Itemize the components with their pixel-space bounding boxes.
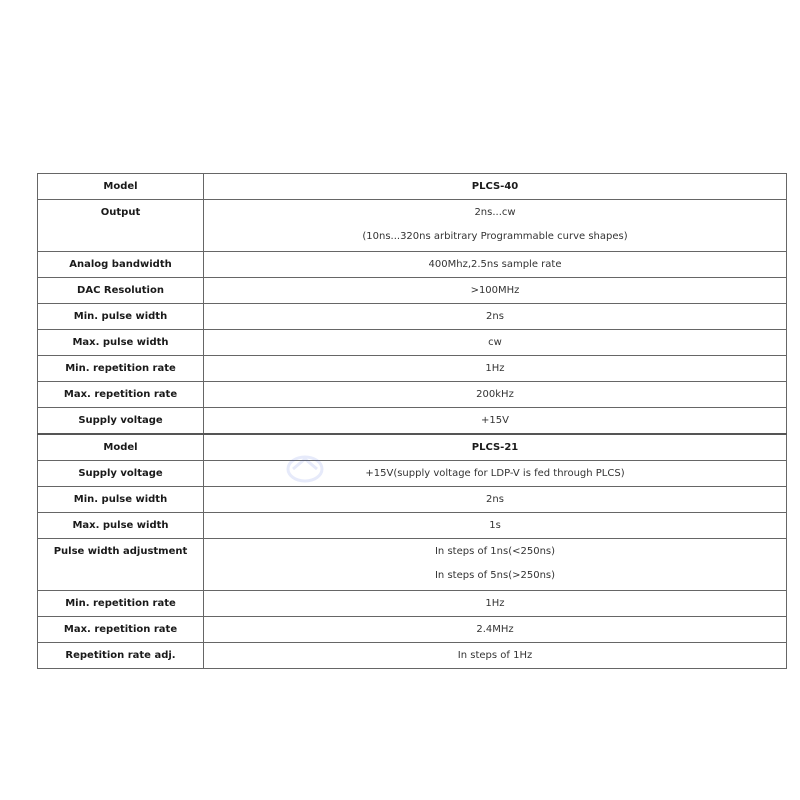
table-row bbox=[38, 487, 787, 513]
row-label: Min. repetition rate bbox=[38, 356, 204, 382]
spec-table-body bbox=[38, 174, 787, 669]
row-value: >100MHz bbox=[204, 278, 787, 304]
row-value: 1s bbox=[204, 513, 787, 539]
row-value: 2.4MHz bbox=[204, 617, 787, 643]
row-label: Model bbox=[38, 174, 204, 200]
row-value: 2ns bbox=[204, 487, 787, 513]
table-row bbox=[38, 174, 787, 200]
row-value: 400Mhz,2.5ns sample rate bbox=[204, 252, 787, 278]
table-row bbox=[38, 382, 787, 408]
table-row bbox=[38, 617, 787, 643]
row-value: 200kHz bbox=[204, 382, 787, 408]
row-label: Min. pulse width bbox=[38, 487, 204, 513]
row-value: 1Hz bbox=[204, 591, 787, 617]
row-value: In steps of 1Hz bbox=[204, 643, 787, 669]
table-row bbox=[38, 513, 787, 539]
table-row bbox=[38, 330, 787, 356]
row-label: Analog bandwidth bbox=[38, 252, 204, 278]
table-row bbox=[38, 356, 787, 382]
row-label: Max. repetition rate bbox=[38, 382, 204, 408]
row-label: Max. repetition rate bbox=[38, 617, 204, 643]
row-label: Min. repetition rate bbox=[38, 591, 204, 617]
table-row bbox=[38, 304, 787, 330]
row-label: Max. pulse width bbox=[38, 513, 204, 539]
row-value: In steps of 1ns(<250ns) In steps of 5ns(>250ns) bbox=[204, 539, 787, 591]
row-label: Output bbox=[38, 200, 204, 252]
row-value: cw bbox=[204, 330, 787, 356]
row-value: +15V(supply voltage for LDP-V is fed through PLCS) bbox=[204, 461, 787, 487]
spec-table bbox=[37, 173, 787, 669]
table-row bbox=[38, 539, 787, 591]
table-row bbox=[38, 278, 787, 304]
row-label: Repetition rate adj. bbox=[38, 643, 204, 669]
row-label: Max. pulse width bbox=[38, 330, 204, 356]
row-value: PLCS-40 bbox=[204, 174, 787, 200]
table-row bbox=[38, 461, 787, 487]
table-row bbox=[38, 643, 787, 669]
row-value: 2ns bbox=[204, 304, 787, 330]
row-label: DAC Resolution bbox=[38, 278, 204, 304]
row-label: Min. pulse width bbox=[38, 304, 204, 330]
row-value: PLCS-21 bbox=[204, 434, 787, 461]
row-label: Pulse width adjustment bbox=[38, 539, 204, 591]
row-label: Supply voltage bbox=[38, 461, 204, 487]
row-value: +15V bbox=[204, 408, 787, 435]
row-value: 1Hz bbox=[204, 356, 787, 382]
table-row bbox=[38, 408, 787, 435]
table-row bbox=[38, 434, 787, 461]
row-label: Model bbox=[38, 434, 204, 461]
row-value: 2ns...cw (10ns...320ns arbitrary Programmable curve shapes) bbox=[204, 200, 787, 252]
row-label: Supply voltage bbox=[38, 408, 204, 435]
table-row bbox=[38, 591, 787, 617]
table-row bbox=[38, 252, 787, 278]
table-row bbox=[38, 200, 787, 252]
